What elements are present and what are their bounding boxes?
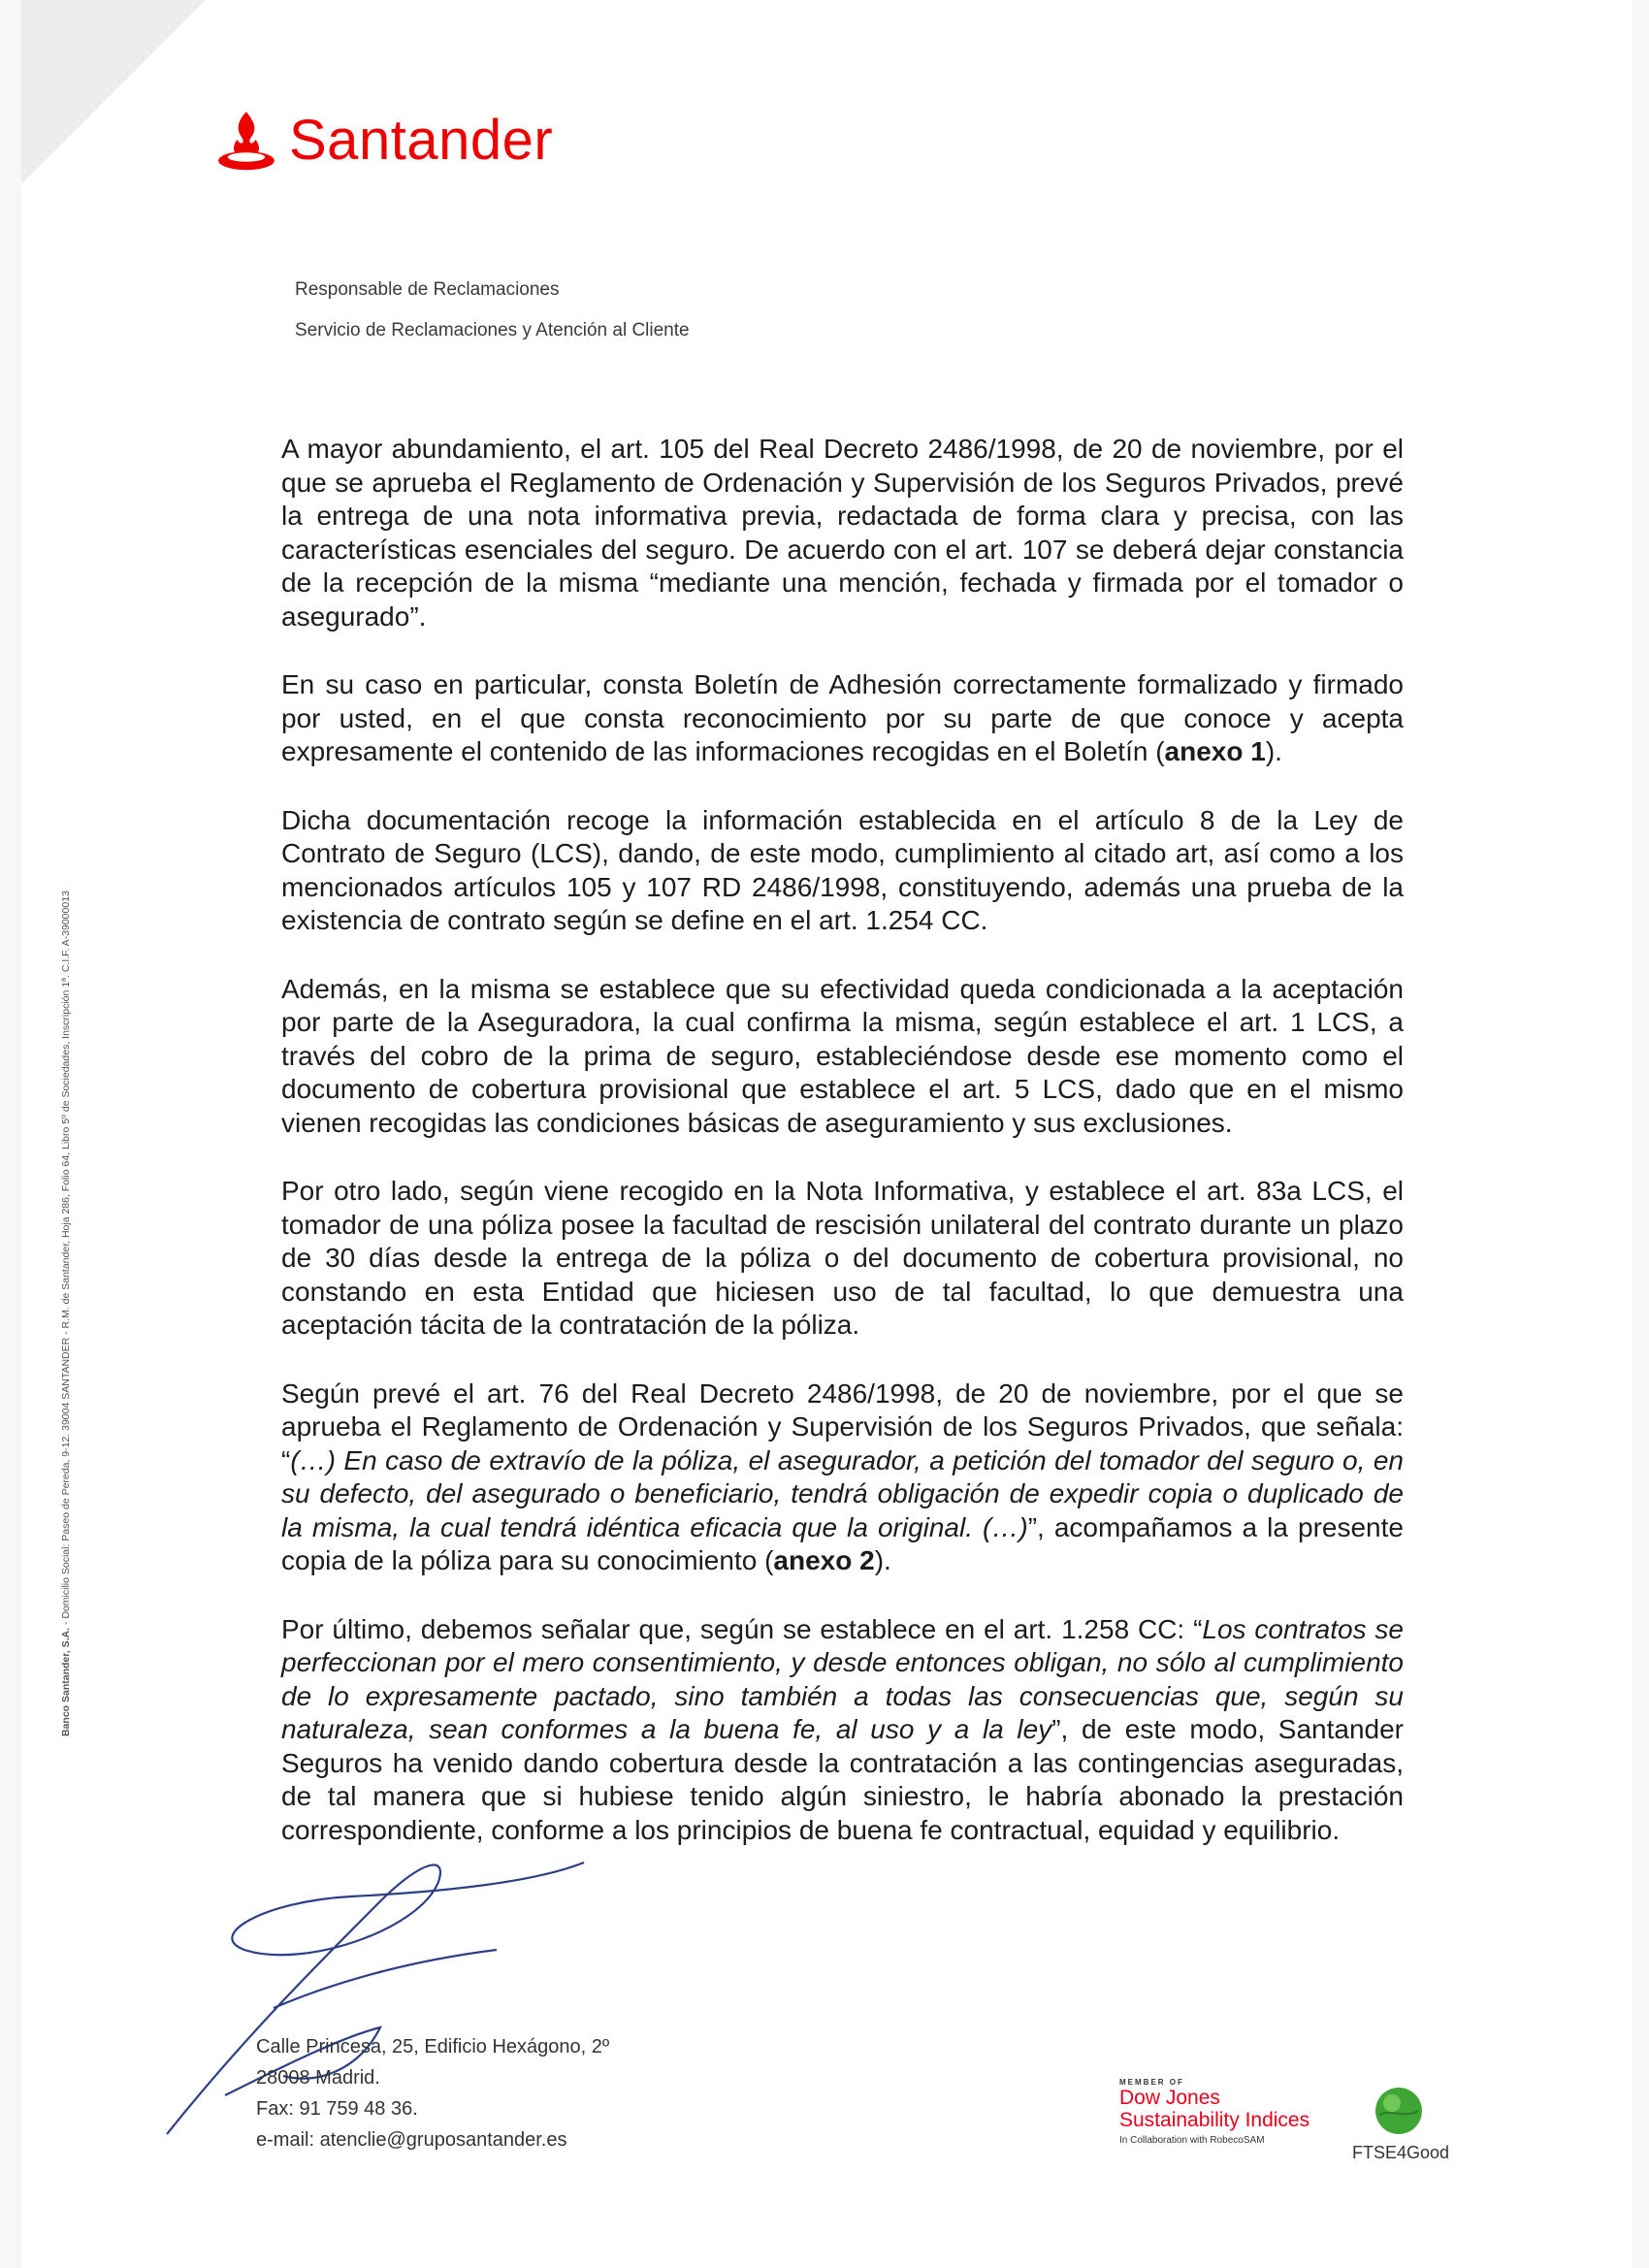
paragraph-2: En su caso en particular, consta Boletín de Adhesión correctamente formalizado y firmado por usted, en el que consta reconocimiento por su parte de que conoce y acepta expresamente el contenido de las informaciones recogidas en el Boletín (anexo 1).: [281, 669, 1404, 766]
santander-logo: [211, 105, 553, 175]
side-details: - Domicilio Social: Paseo de Pereda, 9-12. 39004 SANTANDER - R.M. de Santander, Hoja 286, Folio 64, Libro 5º de Sociedades, Inscripción 1ª. C.I.F. A-39000013: [60, 891, 72, 1628]
ftse4good-logo: [1352, 2086, 1450, 2163]
sender-department: Servicio de Reclamaciones y Atención al Cliente: [295, 320, 690, 340]
address-street: Calle Princesa, 25, Edificio Hexágono, 2º: [256, 2036, 610, 2057]
dj-member-of: MEMBER OF: [1119, 2078, 1184, 2087]
address-fax: Fax: 91 759 48 36.: [256, 2098, 418, 2120]
dj-line2: Sustainability Indices: [1119, 2109, 1310, 2131]
sender-block: [295, 270, 690, 351]
folded-corner: [21, 0, 206, 184]
quote-art-76: (…) En caso de extravío de la póliza, el asegurador, a petición del tomador del seguro o, en su defecto, del asegurado o beneficiario, tendrá obligación de expedir copia o duplicado de la misma, la cual tendrá idéntica eficacia que la original. (…): [281, 1444, 1404, 1542]
sender-title: Responsable de Reclamaciones: [295, 279, 560, 300]
address-email: e-mail: atenclie@gruposantander.es: [256, 2129, 567, 2151]
flame-icon: [211, 105, 281, 175]
letter-page: [21, 0, 1632, 2268]
dj-line1: Dow Jones: [1119, 2087, 1220, 2109]
annex-1-ref: anexo 1: [1164, 736, 1266, 766]
letter-body: [281, 433, 1404, 1882]
paragraph-7: Por último, debemos señalar que, según se establece en el art. 1.258 CC: “Los contratos se perfeccionan por el mero consentimiento, y desde entonces obligan, no sólo al cumplimiento de lo expresamente pactado, sino también a todas las consecuencias que, según su naturaleza, sean conformes a la buena fe, al uso y a la ley”, de este modo, Santander Seguros ha venido dando cobertura desde la contratación a las contingencias aseguradas, de tal manera que si hubiese tenido algún siniestro, le habría abonado la prestación correspondiente, conforme a los principios de buena fe contractual, equidad y equilibrio.: [281, 1613, 1405, 1845]
paragraph-4: Además, en la misma se establece que su efectividad queda condicionada a la aceptación por parte de la Aseguradora, la cual confirma la misma, según establece el art. 1 LCS, a través del cobro de la prima de seguro, estableciéndose desde ese momento como el documento de cobertura provisional que establece el art. 5 LCS, dado que en el mismo vienen recogidas las condiciones básicas de aseguramiento y sus exclusiones.: [281, 973, 1404, 1138]
legal-side-text: [60, 592, 72, 1736]
logo-wordmark: Santander: [289, 108, 554, 172]
paragraph-5: Por otro lado, según viene recogido en la Nota Informativa, y establece el art. 83a LCS, el tomador de una póliza posee la facultad de rescisión unilateral del contrato durante un plazo de 30 días desde la entrega de la póliza o del documento de cobertura provisional, no constando en esta Entidad que hiciesen uso de tal facultad, lo que demuestra una aceptación tácita de la contratación de la póliza.: [281, 1176, 1404, 1340]
ftse-label: FTSE4Good: [1352, 2143, 1450, 2162]
dj-collab: In Collaboration with RobecoSAM: [1119, 2135, 1265, 2146]
globe-icon: [1374, 2086, 1424, 2136]
paragraph-6: Según prevé el art. 76 del Real Decreto 2486/1998, de 20 de noviembre, por el que se aprueba el Reglamento de Ordenación y Supervisión de los Seguros Privados, que señala: “(…) En caso de extravío de la póliza, el asegurador, a petición del tomador del seguro o, en su defecto, del asegurado o beneficiario, tendrá obligación de expedir copia o duplicado de la misma, la cual tendrá idéntica eficacia que la original. (…)”, acompañamos a la presente copia de la póliza para su conocimiento (anexo 2).: [281, 1377, 1404, 1575]
address-block: [256, 2031, 609, 2155]
annex-2-ref: anexo 2: [773, 1545, 875, 1575]
paragraph-1: A mayor abundamiento, el art. 105 del Real Decreto 2486/1998, de 20 de noviembre, por el que se aprueba el Reglamento de Ordenación y Supervisión de los Seguros Privados, prevé la entrega de una nota informativa previa, redactada de forma clara y precisa, con las características esenciales del seguro. De acuerdo con el art. 107 se deberá dejar constancia de la recepción de la misma “mediante una mención, fechada y firmada por el tomador o asegurado”.: [281, 434, 1404, 632]
paragraph-3: Dicha documentación recoge la información establecida en el artículo 8 de la Ley de Contrato de Seguro (LCS), dando, de este modo, cumplimiento al citado art, así como a los mencionados artículos 105 y 107 RD 2486/1998, constituyendo, además una prueba de la existencia de contrato según se define en el art. 1.254 CC.: [281, 804, 1404, 935]
dow-jones-logo: [1119, 2078, 1333, 2146]
quote-art-1258: Los contratos se perfeccionan por el mero consentimiento, y desde entonces obligan, no sólo al cumplimiento de lo expresamente pactado, sino también a todas las consecuencias que, según su naturaleza, sean conformes a la buena fe, al uso y a la ley: [281, 1613, 1405, 1744]
address-city: 28008 Madrid.: [256, 2067, 380, 2089]
side-company: Banco Santander, S.A.: [60, 1627, 72, 1736]
